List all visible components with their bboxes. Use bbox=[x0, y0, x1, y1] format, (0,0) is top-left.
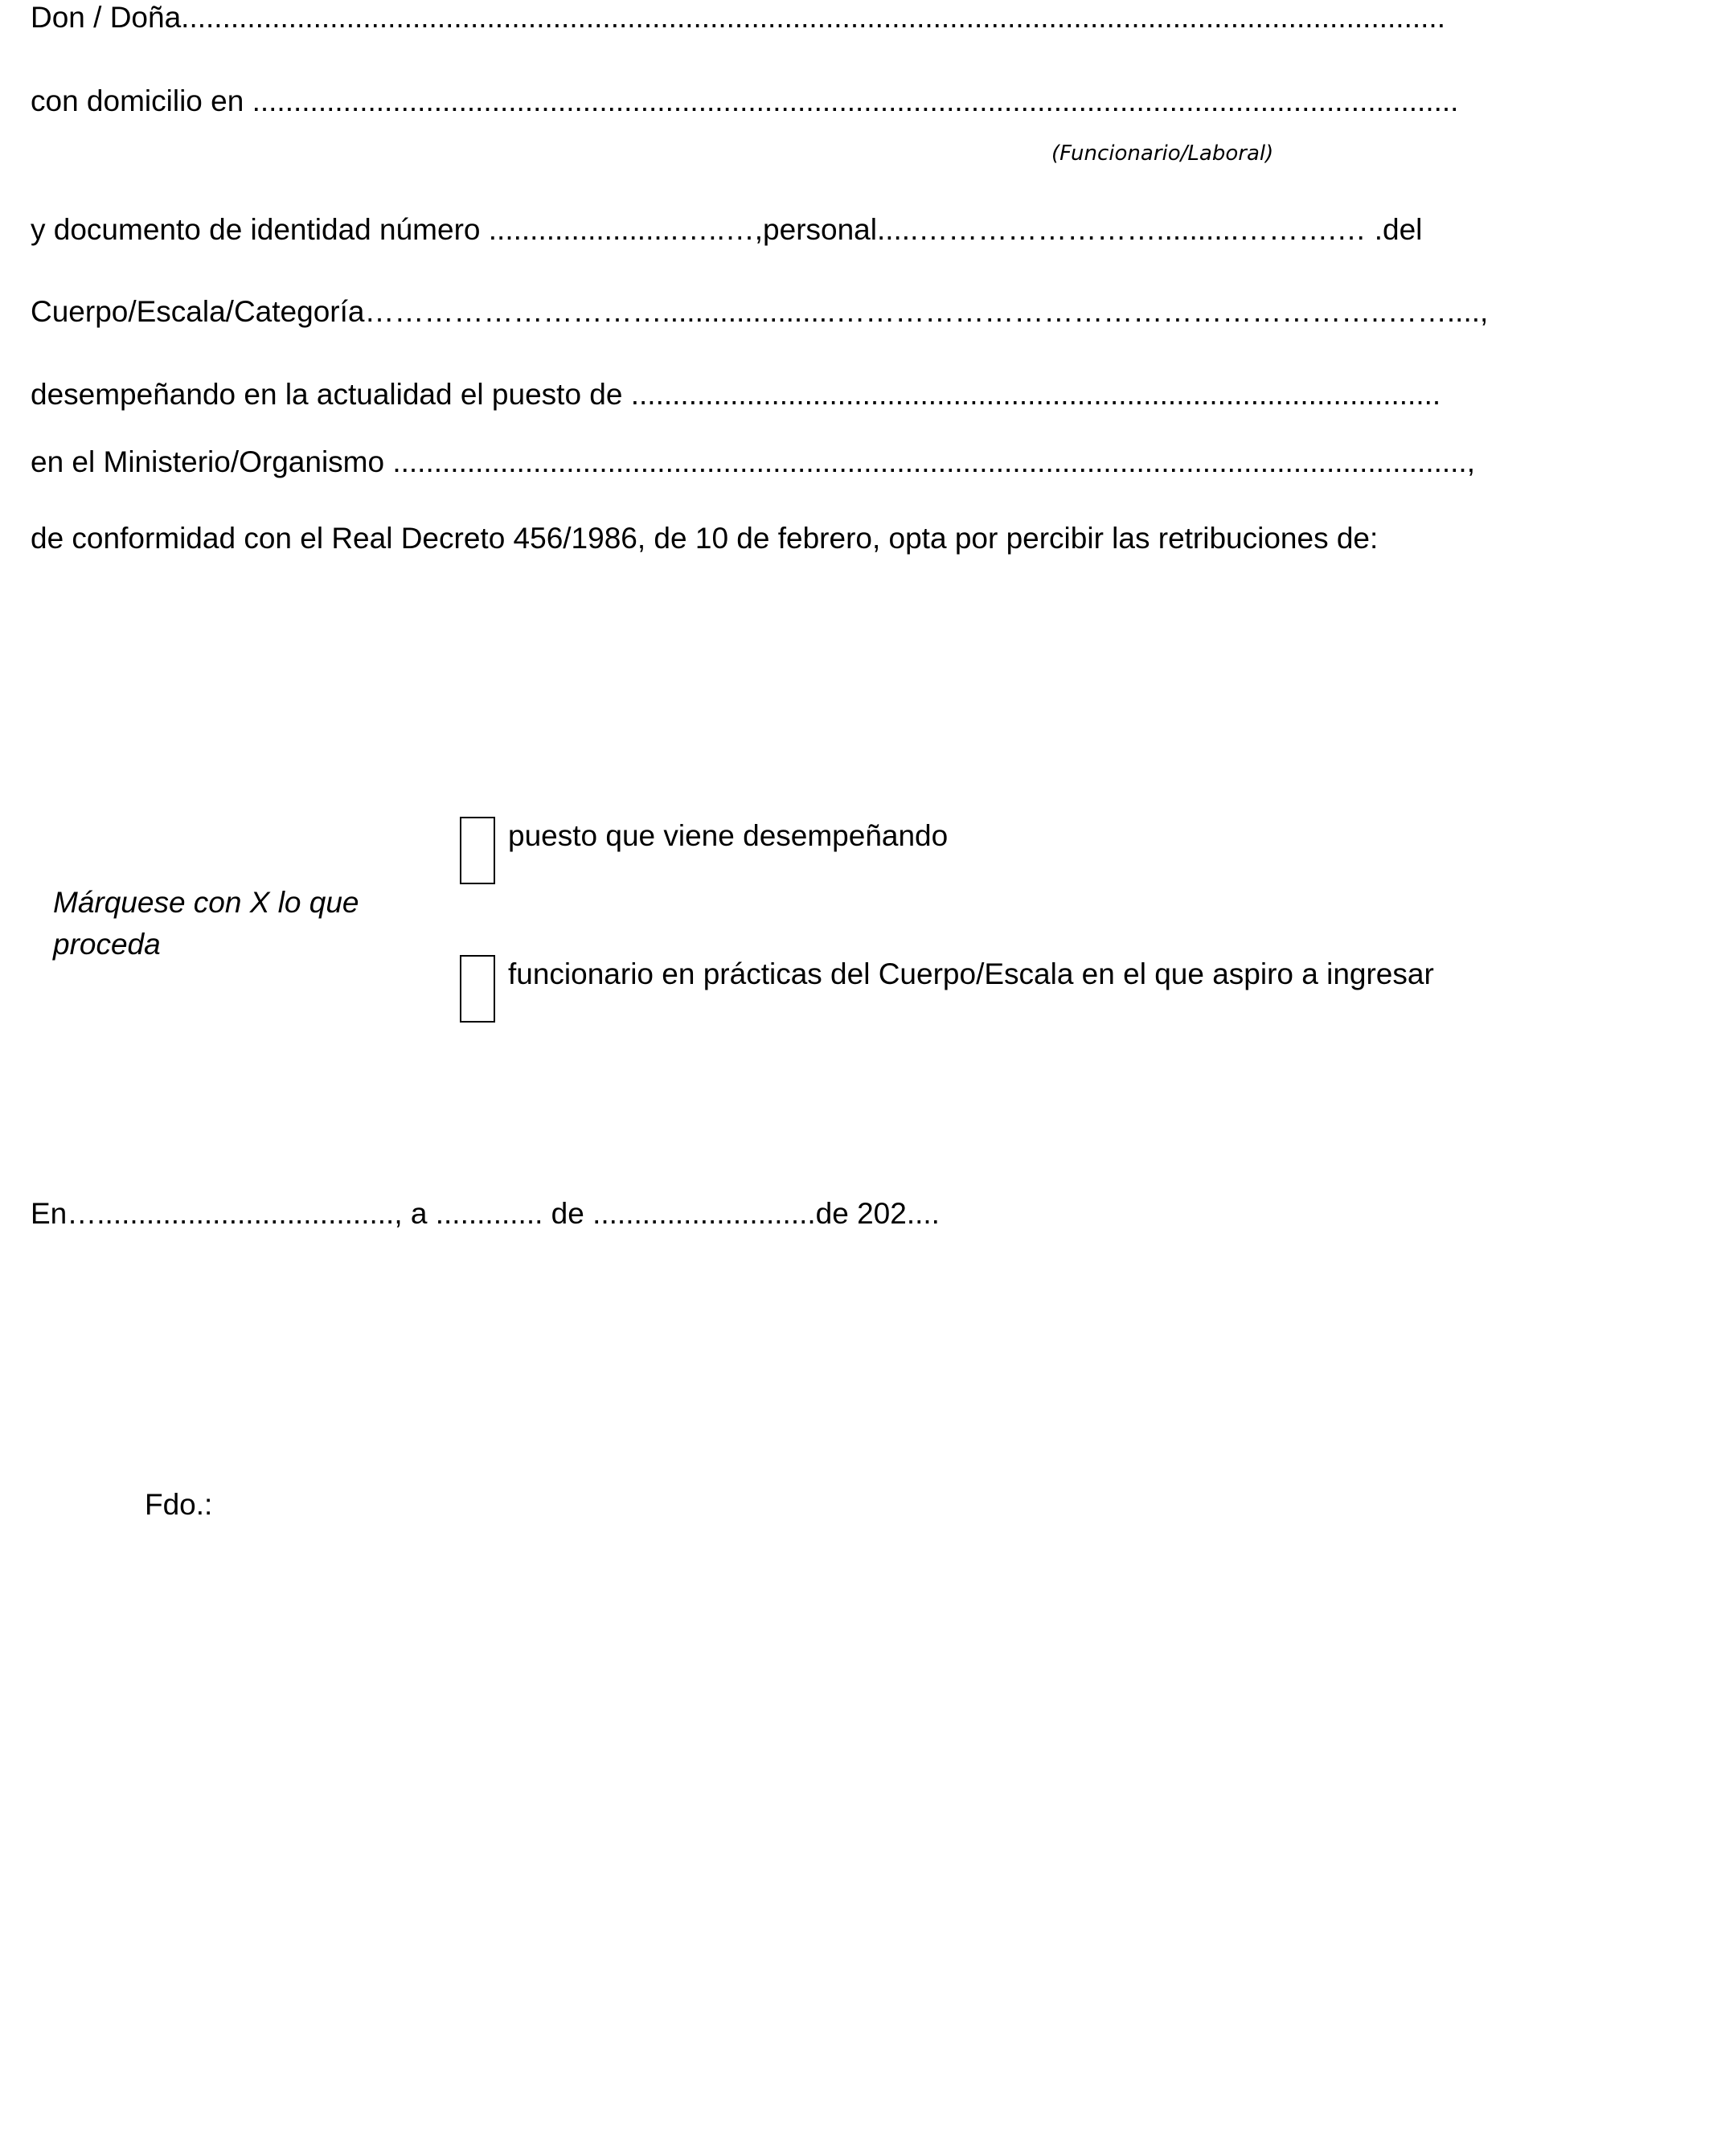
place-date-line: En…...................................., a ............. de ...........................de 202.... bbox=[31, 1197, 940, 1230]
decree-line: de conformidad con el Real Decreto 456/1986, de 10 de febrero, opta por percibir las retribuciones de: bbox=[31, 522, 1379, 555]
instruction-text: Márquese con X lo que proceda bbox=[53, 886, 359, 961]
name-line: Don / Doña......................................................................................................................................................... bbox=[31, 1, 1445, 34]
option-label-trainee: funcionario en prácticas del Cuerpo/Escala en el que aspiro a ingresar bbox=[508, 957, 1434, 990]
corps-line: Cuerpo/Escala/Categoría………………………….....................………………………………………………..……...., bbox=[31, 295, 1489, 328]
signature-label: Fdo.: bbox=[145, 1488, 213, 1521]
ministry-line: en el Ministerio/Organismo .................................................................................................................................., bbox=[31, 445, 1475, 478]
identity-document-line: y documento de identidad número .......................…..…,personal.....……………………..........……….… .del bbox=[31, 213, 1423, 246]
address-line: con domicilio en .................................................................................................................................................. bbox=[31, 84, 1459, 117]
option-checkbox-current-post[interactable] bbox=[460, 817, 495, 884]
personnel-type-note: (Funcionario/Laboral) bbox=[1051, 141, 1274, 166]
option-checkbox-trainee[interactable] bbox=[460, 955, 495, 1023]
option-label-current-post: puesto que viene desempeñando bbox=[508, 819, 949, 852]
position-line: desempeñando en la actualidad el puesto de .................................................................................................. bbox=[31, 378, 1441, 411]
